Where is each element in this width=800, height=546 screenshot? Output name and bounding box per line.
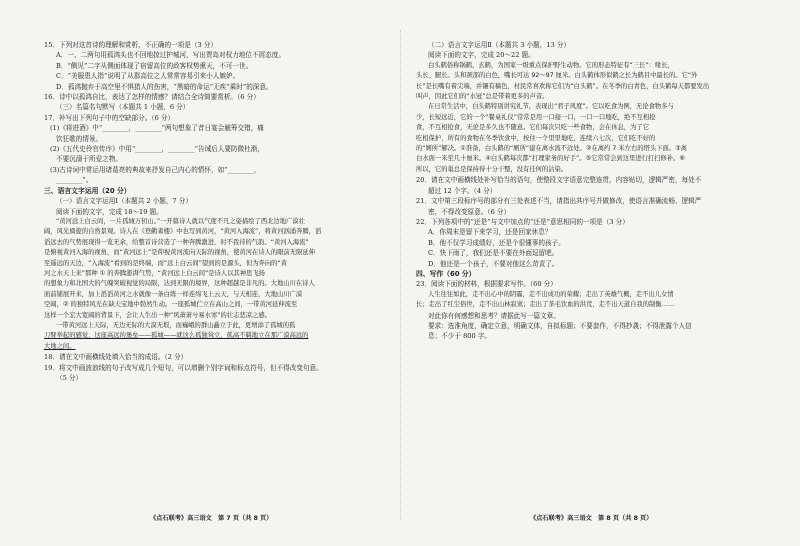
left-line: 空阔，② 的独特风光在缺天宝地中勃然生动。一座孤城伫立在高山之间，一带黄河延伸流至 [44,301,298,309]
left-line: 三、语言文字运用（20 分） [44,186,131,195]
left-line: 18．请在文中画横线处填入恰当的成语。（2 分） [44,353,188,362]
left-line: （5 分） [56,374,83,382]
right-line: 密，不得改变原意。（6 分） [428,207,511,216]
right-line: 长”是长嘴有着尖端，并镶有稿色，村民常喜欢称它们为“白头鹤”。在冬季的白青色，白头鹤每天都要发出 [416,82,710,90]
right-line: （二）语言文字运用Ⅱ（本题共 3 小题，13 分） [428,41,571,49]
left-line: 滔远去的气势展现得一览无余，给整首诗营造了一种奔腾激进，时不我待的气韵。“黄河入海流” [44,238,309,246]
right-line: 阅读下面的文字，完成 20～22 题。 [428,51,535,60]
right-page [416,40,766,342]
left-line: B．“侧见”二字从侧面体现了宿留高位的政客权势熏天，不可一世。 [56,61,253,70]
left-line: 面前铺展开来，加上滔滔黄河之水就像一条白练一样连绵飞上云天，与天相连，大地山川广漠 [44,290,303,298]
left-line: (1)《将进酒》中“________，________”两句想象了昔日宴会觥筹交错，痛 [50,124,264,133]
left-line: “黄河远上白云间，一片孤城万仞山。”一开篇诗人就以气度不凡之姿描绘了西北边地广漠壮 [56,217,305,225]
right-line: 超过 12 个字。（4 分） [428,186,497,195]
right-line: 白头鹤俗称锅鹤，玄鹤，为国家一级重点保护野生动物。它的形态特征有“三长”：喙长， [428,61,674,69]
right-line: 少，长短远近，它的一个“餐桌礼仪”常常是用一口接一口，一口一口地吃，绝不互相抢 [416,113,656,121]
right-line: 23．阅读下面的材料，根据要求写作。（60 分） [416,280,557,289]
right-line: 22．下列各项中的“还是”与文中加点的“还是”意思相同的一项是（3 分） [416,217,629,226]
left-line: C．“美服患人指”说明了从郡高位之人常常容易引来小人嫉妒。 [56,72,240,81]
left-line: 19．将文中画波浪线的句子改写成几个短句，可以增删个别字词和标点符号，但不得改变句意。 [44,363,323,372]
left-line: 的想象力和北国大的气魄突破视觉的局限，达到无限的境界，这种超越是非凡的。大地山川在诗人 [44,280,315,288]
right-line: 在日常生活中，白头鹤特别讲究礼节，表现出“君子风度”。它以吃食为例，无论食物多与 [428,103,674,111]
right-line: 对此你有何感想和思考？请据此写一篇文章。 [428,311,560,320]
left-line: 河之水天上来”那种 ① 的奔腾澎湃气势，“黄河远上白云间”是诗人以其神思飞扬 [44,269,265,277]
left-line: （三）名篇名句默写（本题共 1 小题，6 分） [56,103,190,112]
left-line: (3)古诗词中常运用诸葛亮的典故来抒发自己内心的情怀，如“________， [50,165,261,174]
right-line: 白水面一米至几十厘米。④白头鹤每次都“打理家务的好手”。⑤它常常会到这里进行打扫修补。⑥ [416,155,686,163]
left-line: 是俯视黄河入海的视角，而“黄河远上”是仰视黄河流向天际的视角，使黄河在诗人的眼前无限延伸 [44,249,315,257]
left-line: 一带黄河远上天际，无边无际的大漠无垠，而巍峨的群山矗立于此，更增添了孤城的孤 [56,321,296,329]
right-line: C．快下雨了，我们还是不要在外面逗留吧。 [428,249,559,258]
left-line: 阅读下面的文字，完成 18～19 题。 [56,207,163,216]
left-line: 至遥远的天边，“入海流”看到的是终端，而“远上白云间”望到的是源头，但为奔向的“黄 [44,259,287,267]
left-line: A．一、二两句用孤鸿头也不回地掠过护城河，写出贾岛对权力地位不屑态度。 [56,51,285,60]
right-line: D．他还是一个孩子，不要对他这么苛责了。 [428,259,559,268]
left-line: 刀臂举起的感觉，这座高远的堡垒——孤城——就这么孤独耸立，孤高不羁地立在那广漠高远的 [44,332,309,340]
footer-left: 《点石联考》高三语文 第 7 页（共 8 页） [150,515,273,522]
left-line: (2)《五代史伶官传序》中用“________，________”告诫后人要防微杜渐， [50,145,264,154]
right-line: 长；走出了红尘俗世，走不出山林寂寞；走出了茶毛饮血的洪荒，走不出天道自我的制衡…… [416,301,675,309]
left-line: 阔，风光旖旎的自然景观。诗人在《登鹳雀楼》中也写到黄河，“黄河入海流”，将黄河汹涌奔腾，滔 [44,228,322,236]
left-line: 15．下列对这首诗的理解和赏析，不正确的一项是（3 分） [44,41,217,49]
right-line: 息；不少于 800 字。 [428,332,491,341]
right-line: 四、写作（60 分） [416,269,476,278]
left-line: 饮狂歌的情景。 [56,134,103,143]
right-line: 所以，它的巢总是保持得十分干整，没有任何的沾染。 [416,165,568,173]
right-line: 的“厕所”解决。①准备，白头鹤的“厕所”建在离水流不远处。②在离约 7 米左右的塔头下面。③离 [416,145,687,153]
footer-right: 《点石联考》高三语文 第 8 页（共 8 页） [530,515,653,522]
left-line: 不要沉溺于所爱之物。 [56,155,122,164]
page-divider [400,30,401,520]
right-line: 吃相保护，所有的食物在冬季饮食中，按住一个里里地吃，连续六七次，它们吃不好的 [416,134,656,142]
right-line: 食，不互相抢食，无论是多久也不随意。它们每次只吃一些食物，会在休息，为了它 [416,124,649,132]
right-line: 20．请在文中画横线处补写恰当的语句，使整段文字语意完整连贯，内容贴切，逻辑严密，每处不 [416,176,702,185]
right-line: A．你周末是留下来学习，还是回家休息？ [428,228,552,237]
left-line: （一）语言文字运用Ⅰ（本题共 2 小题，7 分） [56,197,192,206]
left-line: 17．补写出下列句子中的空缺部分。（6 分） [44,113,175,122]
right-line: 叫声，因此它们的“水冠”总是带着更多的声音。 [416,93,549,101]
left-line: 16．诗中以孤鸿自比，表达了怎样的情感？请结合全诗简要赏析。（6 分） [44,93,260,102]
right-line: B．他不仅学习成绩好，还是个很懂事的孩子。 [428,238,565,247]
left-line: ________”。 [56,176,93,185]
left-line: 这样一个宏大宽阔的背景下，会让人生出一种“风萧萧兮易水寒”的壮志悲凉之感。 [44,311,271,319]
right-line: 21．文中第三段标序号的部分有三处表述不当，请指出其序号并做修改，使语言准确流畅、逻辑严 [416,197,702,206]
right-line: 人生往往如此，走不出心中的阴霾，走不出成功的荣耀；走出了英雄气概，走不出儿女情 [428,290,674,298]
left-line: D．孤鸿抛弃于高空里不惧猎人的伤害，“黑暗的命运”无疾“乘时”的深意。 [56,82,273,91]
left-page [44,40,394,383]
right-line: 头长、腿长。头和颈部的白色，嘴长可达 92～97 厘米。白头鹤体形似鹤之长为鹤目中最长的。它“外 [416,72,698,80]
right-line: 要求：选准角度，确定立意，明确文体，自拟标题；不要套作，不得抄袭；不得泄露个人信 [428,321,692,330]
left-line: 大地之间。 [44,342,76,350]
